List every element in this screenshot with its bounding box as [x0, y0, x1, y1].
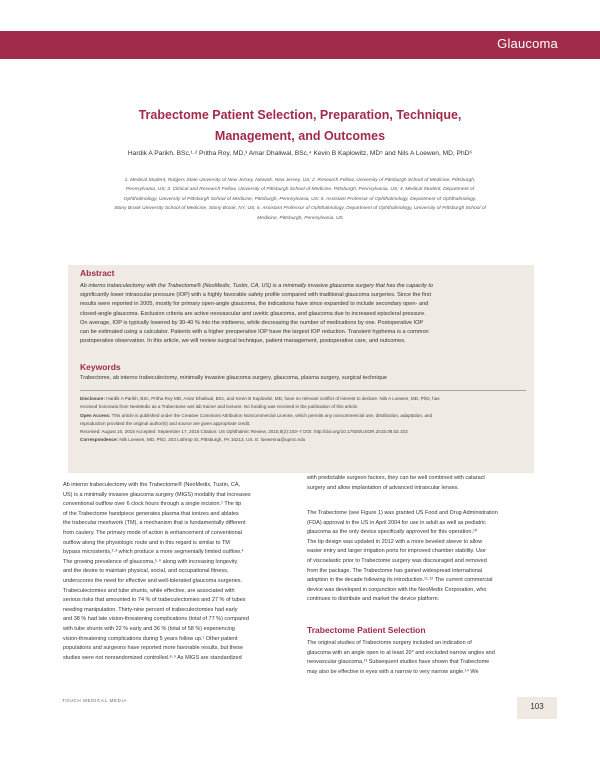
disclosure-block — [80, 395, 526, 445]
keywords-heading: Keywords — [80, 362, 121, 372]
body-line: of the Trabectome handpiece generates plasma that ionizes and ablates — [63, 510, 239, 517]
body-line: The Trabectome (see Figure 1) was granted US Food and Drug Administration — [307, 510, 498, 516]
citation-line: Received: August 10, 2015 Accepted: September 17, 2015 Citation: US Ophthalmic Review, 2015;8(2):103–7 DOI: http://doi.org/10.17925/USOR.2015.08.02.103 — [80, 429, 408, 435]
body-line: needing manipulation. Thirty-nine percent of trabeculectomies had early — [63, 606, 238, 613]
affiliation-line: 1. Medical Student, Rutgers State University of New Jersey, Newark, New Jersey, US; 2. Research Fellow, University of Pittsburgh School of Medicine, Pittsburgh, — [124, 178, 476, 183]
abstract-line: significantly lower intraocular pressure (IOP) with a highly favorable safety profile compared with traditional glaucoma surgeries. Since the first — [80, 292, 432, 299]
body-left-column — [63, 481, 291, 663]
section-heading: Trabectome Patient Selection — [307, 625, 426, 635]
body-line: and 38 % had late vision-threatening complications (total of 77 %) compared — [63, 616, 249, 623]
body-line: bypass microstents,²·³ which produce a more segmentally limited outflow.⁴ — [63, 549, 244, 556]
correspondence-line: Correspondence: Nils Loewen, MD, PhD, 203 Lothrop St, Pittsburgh, PA 15213, US. E: loewenna@upmc.edu — [80, 437, 306, 443]
body-line: US) is a minimally invasive glaucoma surgery (MIGS) modality that increases — [63, 491, 251, 498]
body-line: underscores the need for effective and well-tolerated glaucoma surgeries. — [63, 577, 243, 584]
body-right-column-top — [307, 474, 535, 493]
body-line: The tip design was updated in 2012 with a more beveled sleeve to allow — [307, 538, 483, 545]
body-line: from cautery. The primary mode of action is enhancement of conventional — [63, 529, 242, 536]
abstract-heading: Abstract — [80, 268, 115, 278]
body-line: vision-threatening complications during 5 years follow up.¹ Other patient — [63, 635, 238, 642]
body-line: device was developed in conjunction with the NeoMedix Corporation, who — [307, 586, 487, 593]
author-list: Hardik A Parikh, BSc,¹·² Pritha Roy, MD,³ Amar Dhaliwal, BSc,⁴ Kevin B Kaplowitz, MD⁵ and Nils A Loewen, MD, PhD⁶ — [127, 150, 473, 157]
open-access-line: Open Access: This article is published under the Creative Commons Attribution Noncommercial License, which permits any noncommercial use, distribution, adaptation, and — [80, 412, 433, 418]
body-line: with tube shunts with 22 % early and 36 % (total of 58 %) experiencing — [63, 625, 235, 632]
title-line-2: Management, and Outcomes — [214, 129, 386, 143]
affiliation-line: Pennsylvania, US; 3. Clinical and Research Fellow, University of Pittsburgh School of Medicine, Pittsburgh, Pennsylvania, US; 4. Medical Student, Department of — [125, 187, 475, 193]
abstract-text — [80, 282, 526, 346]
body-line: populations and surgeons have reported more favorable results, but these — [63, 645, 244, 652]
body-line: glaucoma as the only device specifically approved for this operation.¹⁰ — [307, 529, 478, 536]
body-right-column-bottom — [307, 639, 535, 677]
body-line: Trabeculectomies and tube shunts, while effective, are associated with — [63, 587, 235, 594]
body-line: from the package. The Trabectome has gained widespread international — [307, 567, 483, 574]
affiliation-line: Medicine, Pittsburgh, Pennsylvania, US — [257, 215, 343, 221]
abstract-line: postoperative observation. In this article, we will review surgical technique, patient management, postoperative care, and outcomes. — [80, 338, 406, 345]
abstract-line: On average, IOP is typically lowered by 30-40 % into the midteens, while decreasing the number of medications by one. Postoperative IOP — [80, 319, 424, 326]
keywords-text: Trabectome, ab interno trabeculectomy, minimally invasive glaucoma surgery, glaucoma, plasma surgery, surgical technique — [80, 375, 387, 381]
disclosure-line: Disclosure: Hardik A Parikh, BSc, Pritha Roy MD, Amar Dhaliwal, BSc, and Kevin B Kaplowitz, MD, have no relevant conflict of interest to declare. Nils A Loewen, MD, PhD, has — [80, 396, 440, 401]
body-line: continues to distribute and market the device platform. — [307, 596, 440, 603]
body-right-column-mid — [307, 509, 535, 605]
section-name: Glaucoma — [497, 36, 558, 51]
body-line: serious risks that amounted to 74 % of trabeculectomies and 27 % of tubes — [63, 597, 246, 604]
body-line: with predictable surgeon factors, they can be well combined with cataract — [307, 475, 485, 481]
body-line: (FDA) approval in the US in April 2004 for use in adult as well as pediatric — [307, 519, 486, 526]
body-line: The original studies of Trabectome surgery included an indication of — [307, 640, 472, 646]
article-title — [60, 105, 540, 147]
body-line: easier entry and larger irrigation ports for improved chamber stability. Use — [307, 548, 486, 555]
affiliation-line: Stony Brook University School of Medicine, Stony Brook, NY, US; 6. Assistant Professor of Ophthalmology, Department of Ophthalmology, University of Pittsburgh School of — [114, 206, 486, 212]
disclosure-line: received honoraria from NeoMedix as a Trabectome wet lab trainer and lecturer. No funding was received in the publication of this article. — [80, 404, 359, 410]
open-access-line: reproduction provided the original author(s) and source are given appropriate credit. — [80, 420, 251, 426]
body-line: and the desire to maintain physical, social, and occupational fitness, — [63, 568, 229, 575]
body-line: outflow along the physiologic route and in this regard is similar to TM — [63, 539, 230, 546]
abstract-line: Ab interno trabeculectomy with the Trabectome® (NeoMedix, Tustin, CA, US) is a minimally invasive glaucoma surgery that has the capacity to — [80, 283, 434, 289]
abstract-line: results were reported in 2005, mostly for primary open-angle glaucoma, the indications have since expanded to include secondary open- and — [80, 301, 429, 308]
abstract-line: closed-angle glaucoma. Exclusion criteria are active neovascular and uveitic glaucoma, and glaucoma due to increased episcleral pressure. — [80, 310, 426, 317]
body-line: neovascular glaucoma.¹³ Subsequent studies have shown that Trabectome — [307, 659, 490, 666]
page-number: 103 — [530, 702, 544, 711]
body-line: The growing prevalence of glaucoma,⁵·⁶ along with increasing longevity — [63, 558, 238, 565]
body-line: surgery and allow implantation of advanced intraocular lenses. — [307, 484, 459, 491]
body-line: adoption in the decade following its introduction.¹¹·¹² The current commercial — [307, 577, 493, 584]
affiliation-line: Ophthalmology, University of Pittsburgh School of Medicine, Pittsburgh, Pennsylvania, US; 5. Assistant Professor of Ophthalmology, Department of Ophthalmology, — [123, 196, 477, 202]
body-line: glaucoma with an angle open to at least 20° and excluded narrow angles and — [307, 649, 495, 656]
publisher-footer: TOUCH MEDICAL MEDIA — [62, 698, 127, 703]
abstract-line: can be estimated using a calculator. Patients with a higher preoperative IOP have the largest IOP reduction. Transient hyphema is a common — [80, 329, 429, 336]
body-line: the trabecular meshwork (TM), a mechanism that is fundamentally different — [63, 520, 246, 527]
body-line: Ab interno trabeculectomy with the Trabectome® (NeoMedix, Tustin, CA, — [63, 482, 241, 488]
divider — [80, 390, 526, 391]
title-line-1: Trabectome Patient Selection, Preparation, Technique, — [138, 108, 462, 122]
body-line: of viscoelastic prior to Trabectome surgery was discouraged and removed — [307, 557, 487, 564]
body-line: conventional outflow over 6 clock hours through a single incision.¹ The tip — [63, 501, 242, 508]
body-line: may also be effective in eyes with a narrow to very narrow angle.¹⁴ We — [307, 668, 479, 675]
body-line: studies were not nonrandomized controlled.⁸·⁹ As MIGS are standardized — [63, 654, 242, 661]
affiliations — [48, 176, 552, 223]
